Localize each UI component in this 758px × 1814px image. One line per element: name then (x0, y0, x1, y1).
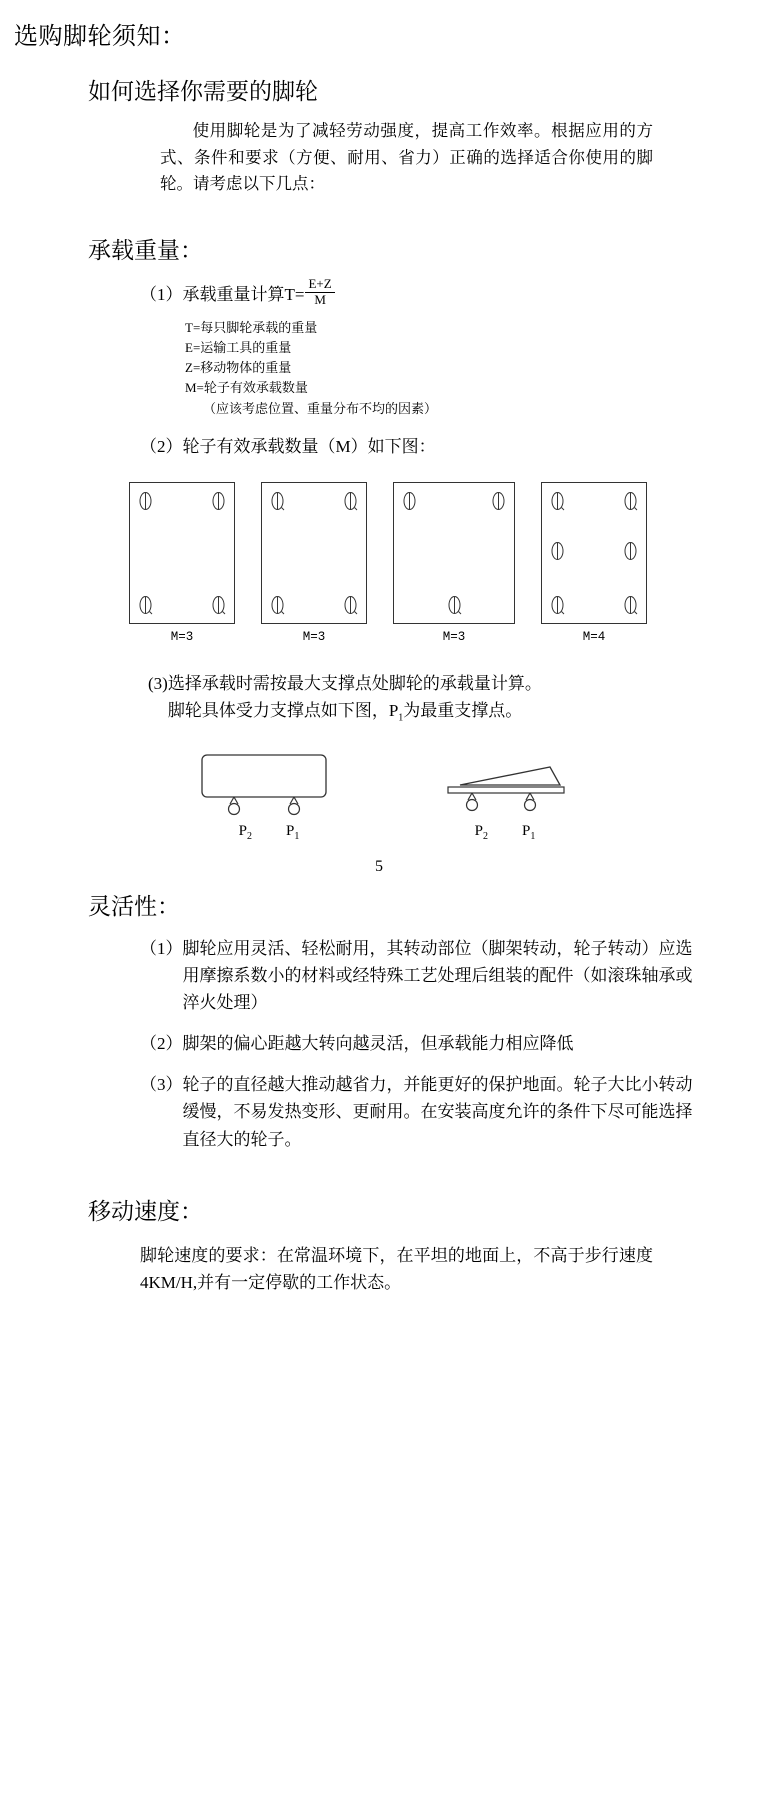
caster-swivel-icon (343, 595, 358, 615)
wheel-figure-4-frame (541, 482, 647, 624)
page-number: 5 (375, 857, 383, 875)
support-figure-right (432, 751, 572, 842)
load-item-2 (140, 433, 698, 460)
flexibility-item-1-number: （1） (140, 938, 183, 958)
caster-swivel-icon (343, 491, 358, 511)
wheel-figure-2-caption: M=3 (302, 629, 326, 644)
caster-swivel-icon (138, 595, 153, 615)
flexibility-item-3 (140, 1071, 698, 1153)
caster-swivel-icon (550, 595, 565, 615)
wheel-figure-1 (129, 482, 235, 644)
load-item-2-body: 轮子有效承载数量（M）如下图： (182, 436, 436, 456)
caster-icon (211, 491, 226, 511)
page-title: 选购脚轮须知： (14, 24, 186, 50)
caster-swivel-icon (623, 491, 638, 511)
caster-swivel-icon (623, 595, 638, 615)
load-formula (182, 276, 335, 310)
caster-icon (402, 491, 417, 511)
tilted-load-diagram (432, 751, 572, 821)
section-heading-speed: 移动速度： (88, 1198, 203, 1224)
section-heading-flexibility: 灵活性： (88, 893, 180, 919)
wheel-count-figures (18, 482, 758, 644)
load-item-3-body (168, 670, 698, 727)
wheel-figure-1-caption: M=3 (170, 629, 194, 644)
flat-load-diagram (196, 751, 336, 821)
wheel-figure-4-caption: M=4 (582, 629, 606, 644)
caster-icon (623, 541, 638, 561)
support-label-p2: $P_2$ (474, 822, 488, 842)
flexibility-item-2 (140, 1030, 698, 1057)
caster-icon (491, 491, 506, 511)
flexibility-item-1-body: 脚轮应用灵活、轻松耐用，其转动部位（脚架转动，轮子转动）应选用摩擦系数小的材料或经特殊工艺处理后组装的配件（如滚珠轴承或淬火处理） (182, 938, 693, 1012)
load-item-1-number: （1） (140, 285, 183, 304)
caster-swivel-icon (550, 491, 565, 511)
load-item-1-body (182, 276, 699, 310)
flexibility-item-3-body: 轮子的直径越大推动越省力，并能更好的保护地面。轮子大比小转动缓慢，不易发热变形、更耐用。在安装高度允许的条件下尽可能选择直径大的轮子。 (182, 1075, 693, 1149)
legend-line-5: （应该考虑位置、重量分布不均的因素） (203, 400, 438, 416)
support-figure-right-labels (469, 823, 536, 842)
wheel-figure-3 (393, 482, 515, 644)
support-label-p1: $P_1$ (522, 822, 536, 842)
wheel-figure-4 (541, 482, 647, 644)
support-label-p2: $P_2$ (238, 822, 252, 842)
caster-swivel-icon (270, 491, 285, 511)
flexibility-item-3-number: （3） (140, 1075, 183, 1095)
fraction-denominator: M (314, 292, 326, 308)
flexibility-item-1 (140, 935, 698, 1017)
load-item-2-number: （2） (140, 436, 183, 456)
caster-swivel-icon (270, 595, 285, 615)
load-item-1 (140, 276, 698, 310)
legend-line-1: T=每只脚轮承载的重量 (185, 320, 318, 336)
support-label-p1: $P_1$ (286, 822, 300, 842)
flexibility-item-2-number: （2） (140, 1034, 183, 1054)
section-heading-select: 如何选择你需要的脚轮 (88, 79, 318, 104)
load-item-3-line2-a: 脚轮具体受力支撑点如下图， (167, 701, 389, 721)
load-item-3-line1: 选择承载时需按最大支撑点处脚轮的承载量计算。 (167, 673, 542, 693)
fraction-numerator: E+Z (308, 276, 332, 292)
wheel-figure-3-frame (393, 482, 515, 624)
wheel-figure-1-frame (129, 482, 235, 624)
legend-line-4: M=轮子有效承载数量 (185, 380, 308, 396)
load-item-3-number: (3) (148, 673, 168, 693)
flexibility-list (0, 935, 758, 1153)
section-speed-paragraph: 脚轮速度的要求：在常温环境下，在平坦的地面上，不高于步行速度4KM/H,并有一定停歇的工作状态。 (140, 1245, 653, 1293)
wheel-figure-2-frame (261, 482, 367, 624)
load-item-3 (148, 670, 698, 727)
support-point-figures (10, 751, 758, 842)
caster-swivel-icon (447, 595, 462, 615)
legend-line-2: E=运输工具的重量 (185, 340, 292, 356)
load-item-3-line2-b: 为最重支撑点。 (403, 701, 523, 721)
wheel-figure-2 (261, 482, 367, 644)
caster-swivel-icon (211, 595, 226, 615)
caster-icon (550, 541, 565, 561)
section-heading-load: 承载重量： (88, 238, 203, 264)
legend-line-3: Z=移动物体的重量 (185, 360, 292, 376)
load-formula-text: 承载重量计算T= (182, 285, 305, 304)
load-formula-fraction (305, 277, 334, 308)
support-figure-left-labels (233, 823, 300, 842)
flexibility-item-2-body: 脚架的偏心距越大转向越灵活，但承载能力相应降低 (182, 1034, 574, 1054)
formula-legend (185, 318, 758, 419)
support-figure-left (196, 751, 336, 842)
caster-icon (138, 491, 153, 511)
section-select-paragraph: 使用脚轮是为了减轻劳动强度，提高工作效率。根据应用的方式、条件和要求（方便、耐用、省力）正确的选择适合你使用的脚轮。请考虑以下几点： (160, 121, 653, 194)
support-point-symbol: $P_1$ (388, 701, 404, 724)
wheel-figure-3-caption: M=3 (442, 629, 466, 644)
